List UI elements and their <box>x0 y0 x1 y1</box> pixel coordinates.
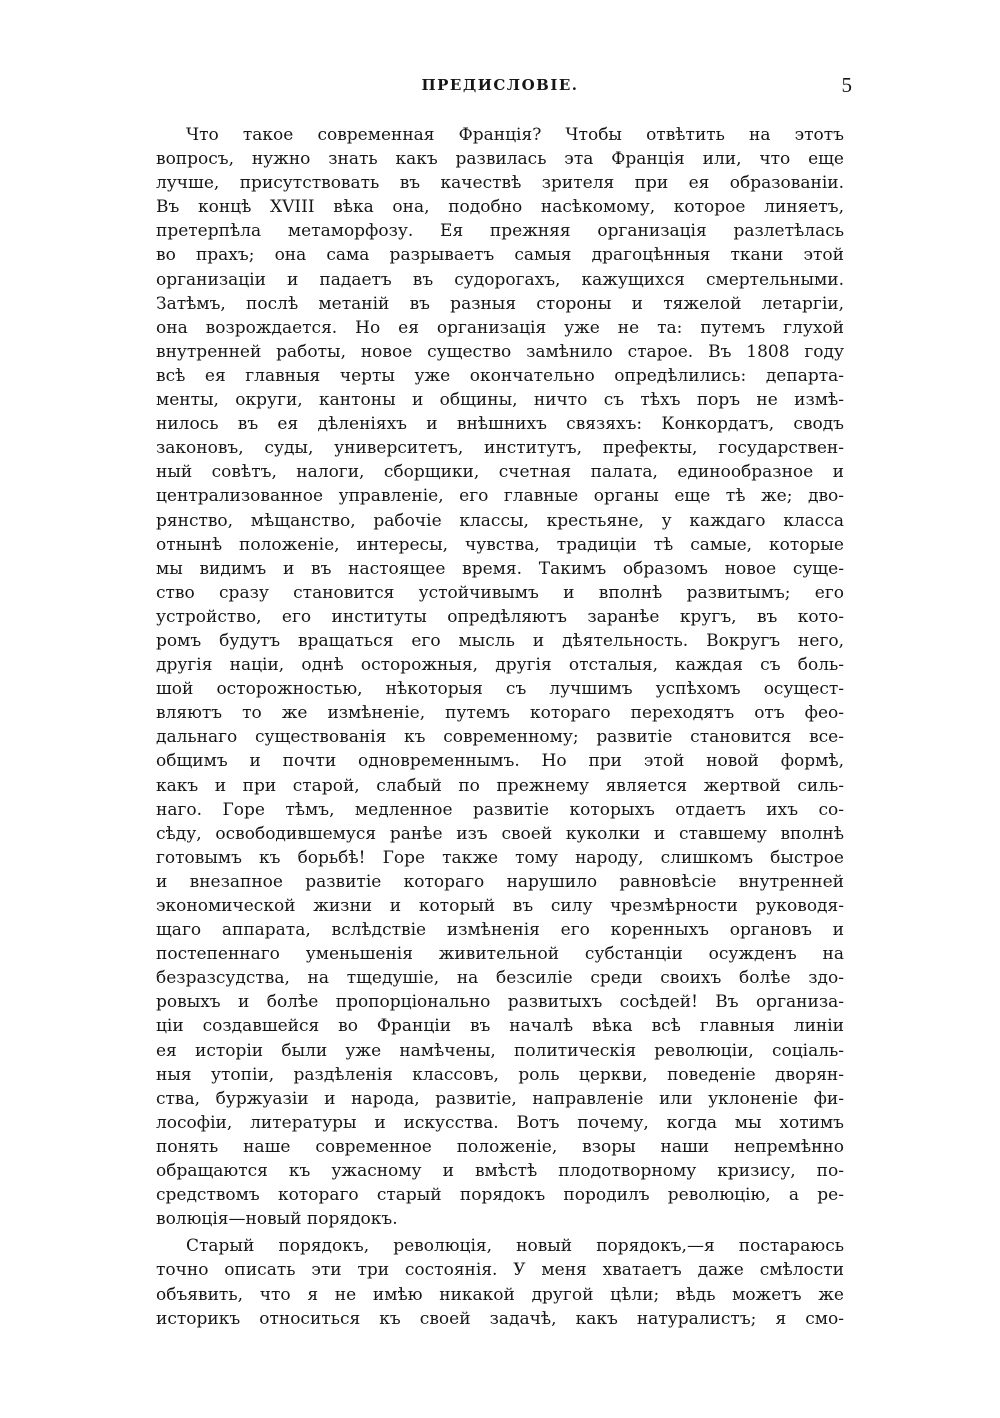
text-line: объявить, что я не имѣю никакой другой цѣли; вѣдь можетъ же <box>156 1284 844 1305</box>
text-line: рянство, мѣщанство, рабочіе классы, крестьяне, у каждаго класса <box>156 510 844 531</box>
text-line: претерпѣла метаморфозу. Ея прежняя организація разлетѣлась <box>156 221 844 242</box>
text-line: дальнаго существованія къ современному; развитіе становится все- <box>156 727 844 748</box>
text-line: постепеннаго уменьшенія живительной субстанціи осужденъ на <box>156 944 844 965</box>
text-line: средствомъ котораго старый порядокъ породилъ революцію, а ре- <box>156 1185 844 1206</box>
text-line: готовымъ къ борьбѣ! Горе также тому народу, слишкомъ быстрое <box>156 847 844 868</box>
text-line: ство сразу становится устойчивымъ и вполнѣ развитымъ; его <box>156 582 844 603</box>
text-line: Затѣмъ, послѣ метаній въ разныя стороны и тяжелой летаргіи, <box>156 293 844 314</box>
text-line: внутренней работы, новое существо замѣнило старое. Въ 1808 году <box>156 341 844 362</box>
text-line: вляютъ то же измѣненіе, путемъ котораго переходятъ отъ фео- <box>156 703 844 724</box>
paragraph <box>156 1234 844 1330</box>
text-line: историкъ относиться къ своей задачѣ, какъ натуралистъ; я смо- <box>156 1308 844 1329</box>
text-line: мы видимъ и въ настоящее время. Такимъ образомъ новое суще- <box>156 558 844 579</box>
running-head <box>150 73 852 100</box>
text-line: во прахъ; она сама разрываетъ самыя драгоцѣнныя ткани этой <box>156 245 844 266</box>
text-line: лучше, присутствовать въ качествѣ зрителя при ея образованіи. <box>156 173 844 194</box>
text-line: ціи создавшейся во Франціи въ началѣ вѣка всѣ главныя линіи <box>156 1016 844 1037</box>
text-line: безразсудства, на тщедушіе, на безсиліе среди своихъ болѣе здо- <box>156 968 844 989</box>
text-line: какъ и при старой, слабый по прежнему является жертвой силь- <box>156 775 844 796</box>
page-number: 5 <box>841 73 852 97</box>
text-line: вопросъ, нужно знать какъ развилась эта Франція или, что еще <box>156 149 844 170</box>
text-line: лософіи, литературы и искусства. Вотъ почему, когда мы хотимъ <box>156 1112 844 1133</box>
text-line: общимъ и почти одновременнымъ. Но при этой новой формѣ, <box>156 751 844 772</box>
paragraph <box>156 123 844 1231</box>
text-line: ныя утопіи, раздѣленія классовъ, роль церкви, поведеніе дворян- <box>156 1064 844 1085</box>
text-line: ства, буржуазіи и народа, развитіе, направленіе или уклоненіе фи- <box>156 1088 844 1109</box>
text-line: устройство, его институты опредѣляютъ заранѣе кругъ, въ кото- <box>156 606 844 627</box>
text-line: ровыхъ и болѣе пропорціонально развитыхъ сосѣдей! Въ организа- <box>156 992 844 1013</box>
text-line: централизованное управленіе, его главные органы еще тѣ же; дво- <box>156 486 844 507</box>
text-line: щаго аппарата, вслѣдствіе измѣненія его коренныхъ органовъ и <box>156 920 844 941</box>
text-line: экономической жизни и который въ силу чрезмѣрности руководя- <box>156 896 844 916</box>
text-line: всѣ ея главныя черты уже окончательно опредѣлились: департа- <box>156 365 844 386</box>
running-title: ПРЕДИСЛОВІЕ. <box>421 76 579 94</box>
text-line: отнынѣ положеніе, интересы, чувства, традиціи тѣ самые, которые <box>156 534 844 555</box>
text-line: организаціи и падаетъ въ судорогахъ, кажущихся смертельными. <box>156 269 844 290</box>
text-line: обращаются къ ужасному и вмѣстѣ плодотворному кризису, по- <box>156 1161 844 1182</box>
text-line: и внезапное развитіе котораго нарушило равновѣсіе внутренней <box>156 871 844 892</box>
text-line: Старый порядокъ, революція, новый порядокъ,—я постараюсь <box>186 1236 844 1257</box>
text-line: сѣду, освободившемуся ранѣе изъ своей куколки и ставшему вполнѣ <box>156 823 844 844</box>
text-line: шой осторожностью, нѣкоторыя съ лучшимъ успѣхомъ осущест- <box>156 679 844 700</box>
text-line: она возрождается. Но ея организація уже не та: путемъ глухой <box>156 317 844 338</box>
text-line: понять наше современное положеніе, взоры наши непремѣнно <box>156 1136 844 1157</box>
text-line: другія націи, однѣ осторожныя, другія отсталыя, каждая съ боль- <box>156 655 844 676</box>
text-line: наго. Горе тѣмъ, медленное развитіе которыхъ отдаетъ ихъ со- <box>156 799 844 820</box>
text-line: ея исторіи были уже намѣчены, политическія революціи, соціаль- <box>156 1040 844 1061</box>
text-line: менты, округи, кантоны и общины, ничто съ тѣхъ поръ не измѣ- <box>156 390 844 411</box>
text-line: нилось въ ея дѣленіяхъ и внѣшнихъ связяхъ: Конкордатъ, сводъ <box>156 414 844 435</box>
body-text <box>156 123 844 1331</box>
text-line: Въ концѣ XVIII вѣка она, подобно насѣкомому, которое линяетъ, <box>156 197 844 218</box>
text-line: ный совѣтъ, налоги, сборщики, счетная палата, единообразное и <box>156 462 844 483</box>
text-line: ромъ будутъ вращаться его мысль и дѣятельность. Вокругъ него, <box>156 630 844 651</box>
text-line: законовъ, суды, университетъ, институтъ, префекты, государствен- <box>156 438 844 459</box>
text-line: Что такое современная Франція? Чтобы отвѣтить на этотъ <box>186 125 844 145</box>
text-line: точно описать эти три состоянія. У меня хватаетъ даже смѣлости <box>156 1260 844 1281</box>
text-line: волюція—новый порядокъ. <box>156 1209 398 1230</box>
